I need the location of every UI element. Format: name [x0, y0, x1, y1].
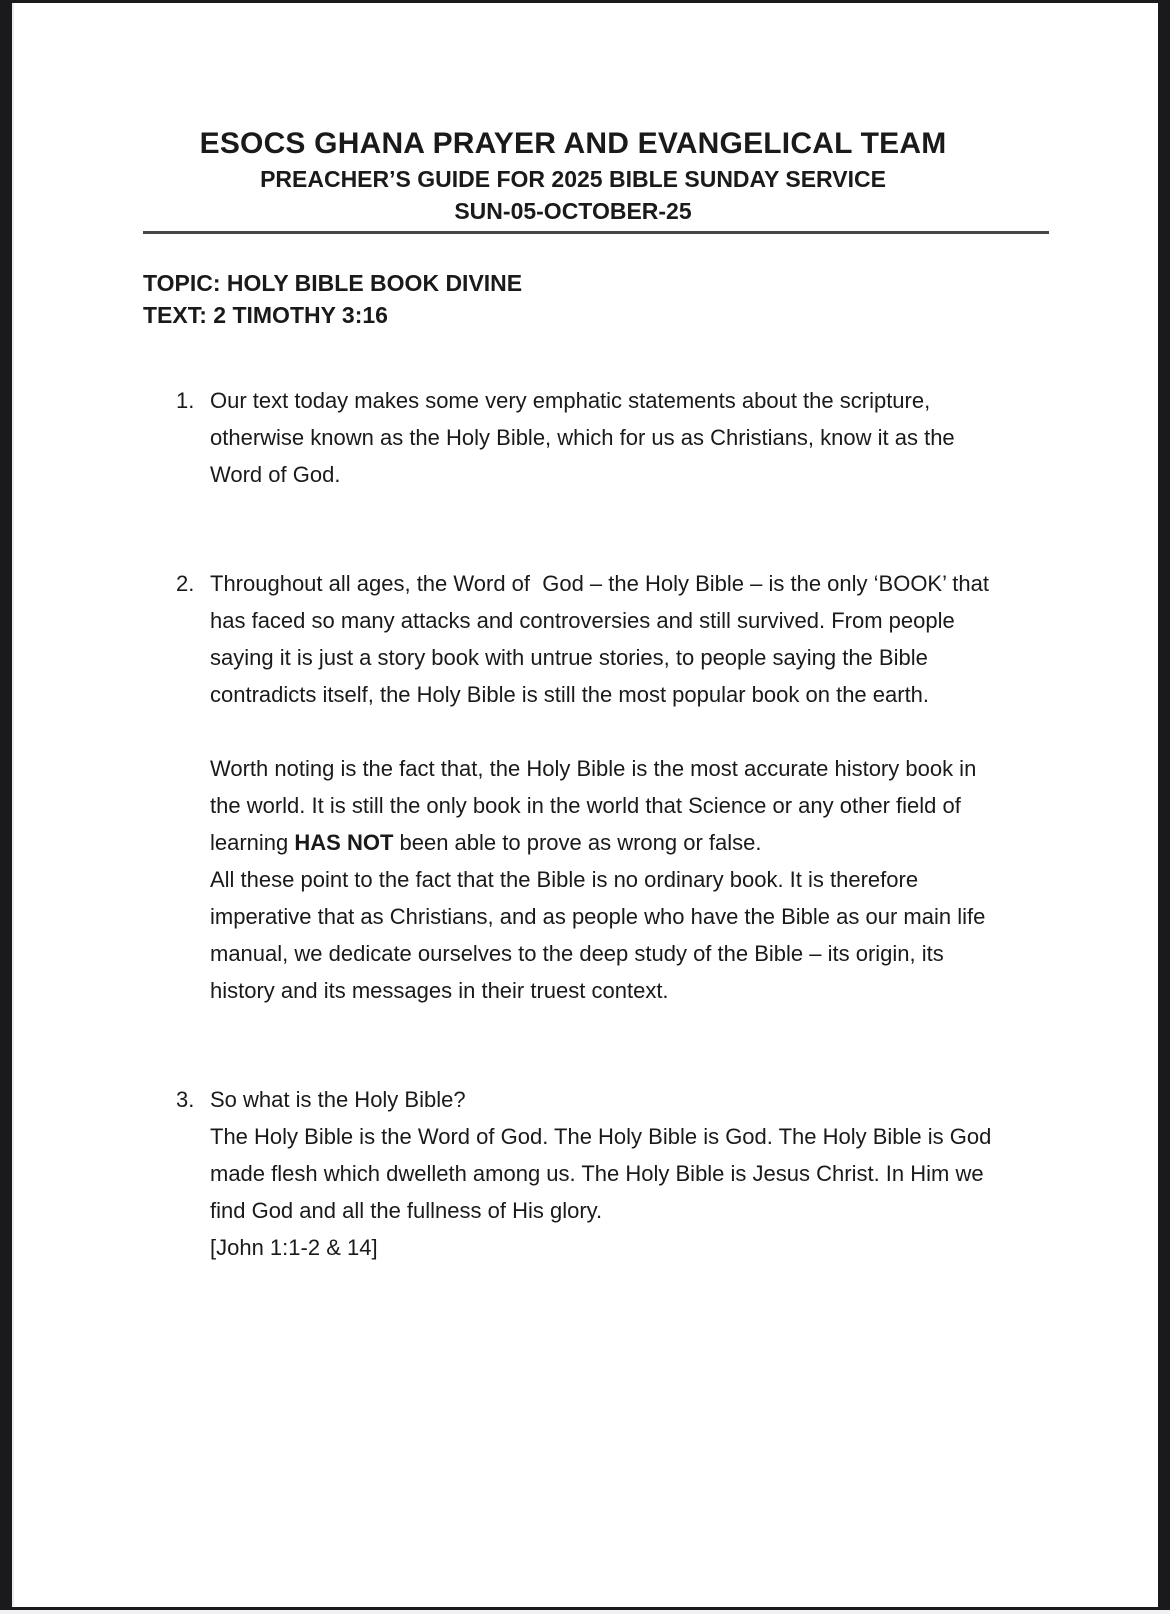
item-paragraph: Throughout all ages, the Word of God – the Holy Bible – is the only ‘BOOK’ that has faced so many attacks and controversies and still survived. From people saying it is just a story book with untrue stories, to people saying the Bible contradicts itself, the Holy Bible is still the most popular book on the earth.: [210, 571, 996, 707]
list-item-1: [143, 382, 1003, 493]
topic-line: TOPIC: HOLY BIBLE BOOK DIVINE: [143, 270, 523, 296]
item-number: 1.: [176, 388, 195, 413]
item-paragraph: Our text today makes some very emphatic statements about the scripture, otherwise known as the Holy Bible, which for us as Christians, know it as the Word of God.: [210, 388, 961, 487]
meta-block: [143, 267, 1003, 331]
item-paragraph: The Holy Bible is the Word of God. The Holy Bible is God. The Holy Bible is God made flesh which dwelleth among us. The Holy Bible is Jesus Christ. In Him we find God and all the fullness of His glory.: [210, 1124, 998, 1223]
list-item-2: [143, 565, 1003, 1009]
paragraph-segment: Worth noting is the fact that, the Holy Bible is the most accurate history book in the world. It is still the only book in the world that Science or any other field of learning: [210, 756, 983, 855]
document-title: ESOCS GHANA PRAYER AND EVANGELICAL TEAM: [199, 127, 947, 160]
item-paragraph: [210, 750, 1003, 861]
header-rule: [143, 231, 1049, 234]
paragraph-segment: been able to prove as wrong or false.: [393, 830, 762, 855]
document-page: [12, 3, 1158, 1607]
item-question-line: So what is the Holy Bible?: [210, 1087, 466, 1112]
list-item-3: [143, 1081, 1003, 1266]
item-number: 3.: [176, 1087, 195, 1112]
document-date: SUN-05-OCTOBER-25: [454, 198, 692, 224]
bold-emphasis: HAS NOT: [294, 830, 394, 855]
scripture-citation: [John 1:1-2 & 14]: [210, 1235, 378, 1260]
bottom-edge-strip: [0, 1610, 1170, 1614]
document-subtitle: PREACHER’S GUIDE FOR 2025 BIBLE SUNDAY SERVICE: [260, 166, 886, 192]
numbered-list: [143, 382, 1003, 1266]
item-paragraph: All these point to the fact that the Bible is no ordinary book. It is therefore imperative that as Christians, and as people who have the Bible as our main life manual, we dedicate ourselves to the deep study of the Bible – its origin, its history and its messages in their truest context.: [210, 867, 992, 1003]
text-reference-line: TEXT: 2 TIMOTHY 3:16: [143, 302, 388, 328]
item-number: 2.: [176, 571, 195, 596]
document-content: [143, 3, 1003, 1266]
